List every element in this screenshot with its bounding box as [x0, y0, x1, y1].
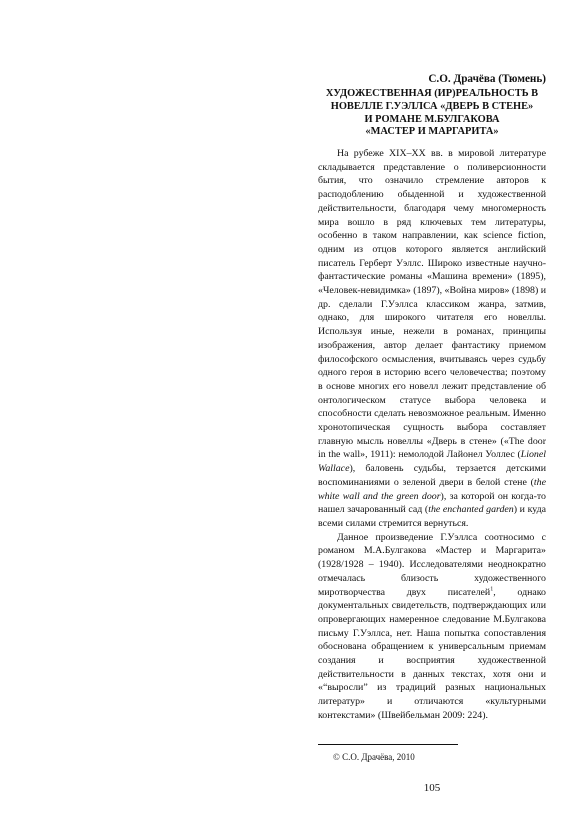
italic-term: the enchanted garden [428, 504, 514, 516]
copyright-footnote: © С.О. Драчёва, 2010 [333, 752, 415, 762]
paragraph-text: ), за которой он когда-то нашел зачарованный сад ( [318, 490, 546, 516]
title-line: «МАСТЕР И МАРГАРИТА» [365, 126, 499, 138]
footnote-ref: 1 [490, 586, 494, 593]
author-line: С.О. Драчёва (Тюмень) [428, 73, 546, 85]
paragraph-text: ) и куда всеми силами стремится вернуться. [318, 504, 546, 529]
paragraph-1 [318, 147, 546, 531]
article-body [318, 147, 546, 723]
article-title [318, 88, 546, 139]
paragraph-text: Данное произведение Г.Уэллса соотносимо с романом М.А.Булгакова «Мастер и Маргарита» (1928/1928 – 1940). Исследователями неоднократно отмечалась близость художественного миротворчества двух писателей [318, 531, 546, 598]
footnote-divider [318, 744, 458, 745]
title-line: И РОМАНЕ М.БУЛГАКОВА [364, 113, 500, 125]
italic-term: Lionel Wallace [318, 449, 546, 475]
italic-term: the white wall and the green door [318, 476, 546, 502]
paragraph-text: На рубеже XIX–XX вв. в мировой литературе складывается представление о поливерсионности бытия, что означило стремление авторов к расподоблению обыденной и художественной действительности, благодаря чему многомерность мира вошло в ряд ключевых тем литературы, особенно в таком направлении, как science fiction, одним из отцов которого является английский писатель Герберт Уэллс. Широко известные научно-фантастические романы «Машина времени» (1895), «Человек-невидимка» (1897), «Война миров» (1898) и др. сделали Г.Уэллса классиком жанра, затмив, однако, для широкого читателя его новеллы. Используя иные, нежели в романах, принципы изображения, автор делает фантастику приемом философского осмысления, вчитываясь через судьбу одного героя в историю всего человечества; поэтому в основе многих его новелл лежит представление об онтологическом статусе выбора человека и способности сделать невозможное реальным. Именно хронотопическая сущность выбора составляет главную мысль новеллы «Дверь в стене» («The door in the wall», 1911): немолодой Лайонел Уоллес ( [318, 148, 546, 461]
title-line: ХУДОЖЕСТВЕННАЯ (ИР)РЕАЛЬНОСТЬ В [325, 88, 539, 99]
paragraph-text: , однако документальных свидетельств, подтверждающих или опровергающих намеренное следование М.Булгакова письму Г.Уэллса, нет. Наша попытка сопоставления обоснована обращением к универсальным приемам создания и восприятия художественной действительности в данных текстах, хотя они и «“выросли” из традиций разных национальных литератур» и отличаются «культурными контекстами» (Швейбельман 2009: 224). [318, 586, 546, 721]
paragraph-2 [318, 531, 546, 723]
paragraph-text: ), баловень судьбы, терзается детскими воспоминаниями о зеленой двери в белой стене ( [318, 463, 546, 488]
page-number: 105 [423, 782, 441, 794]
title-line: НОВЕЛЛЕ Г.УЭЛЛСА «ДВЕРЬ В СТЕНЕ» [330, 100, 534, 112]
